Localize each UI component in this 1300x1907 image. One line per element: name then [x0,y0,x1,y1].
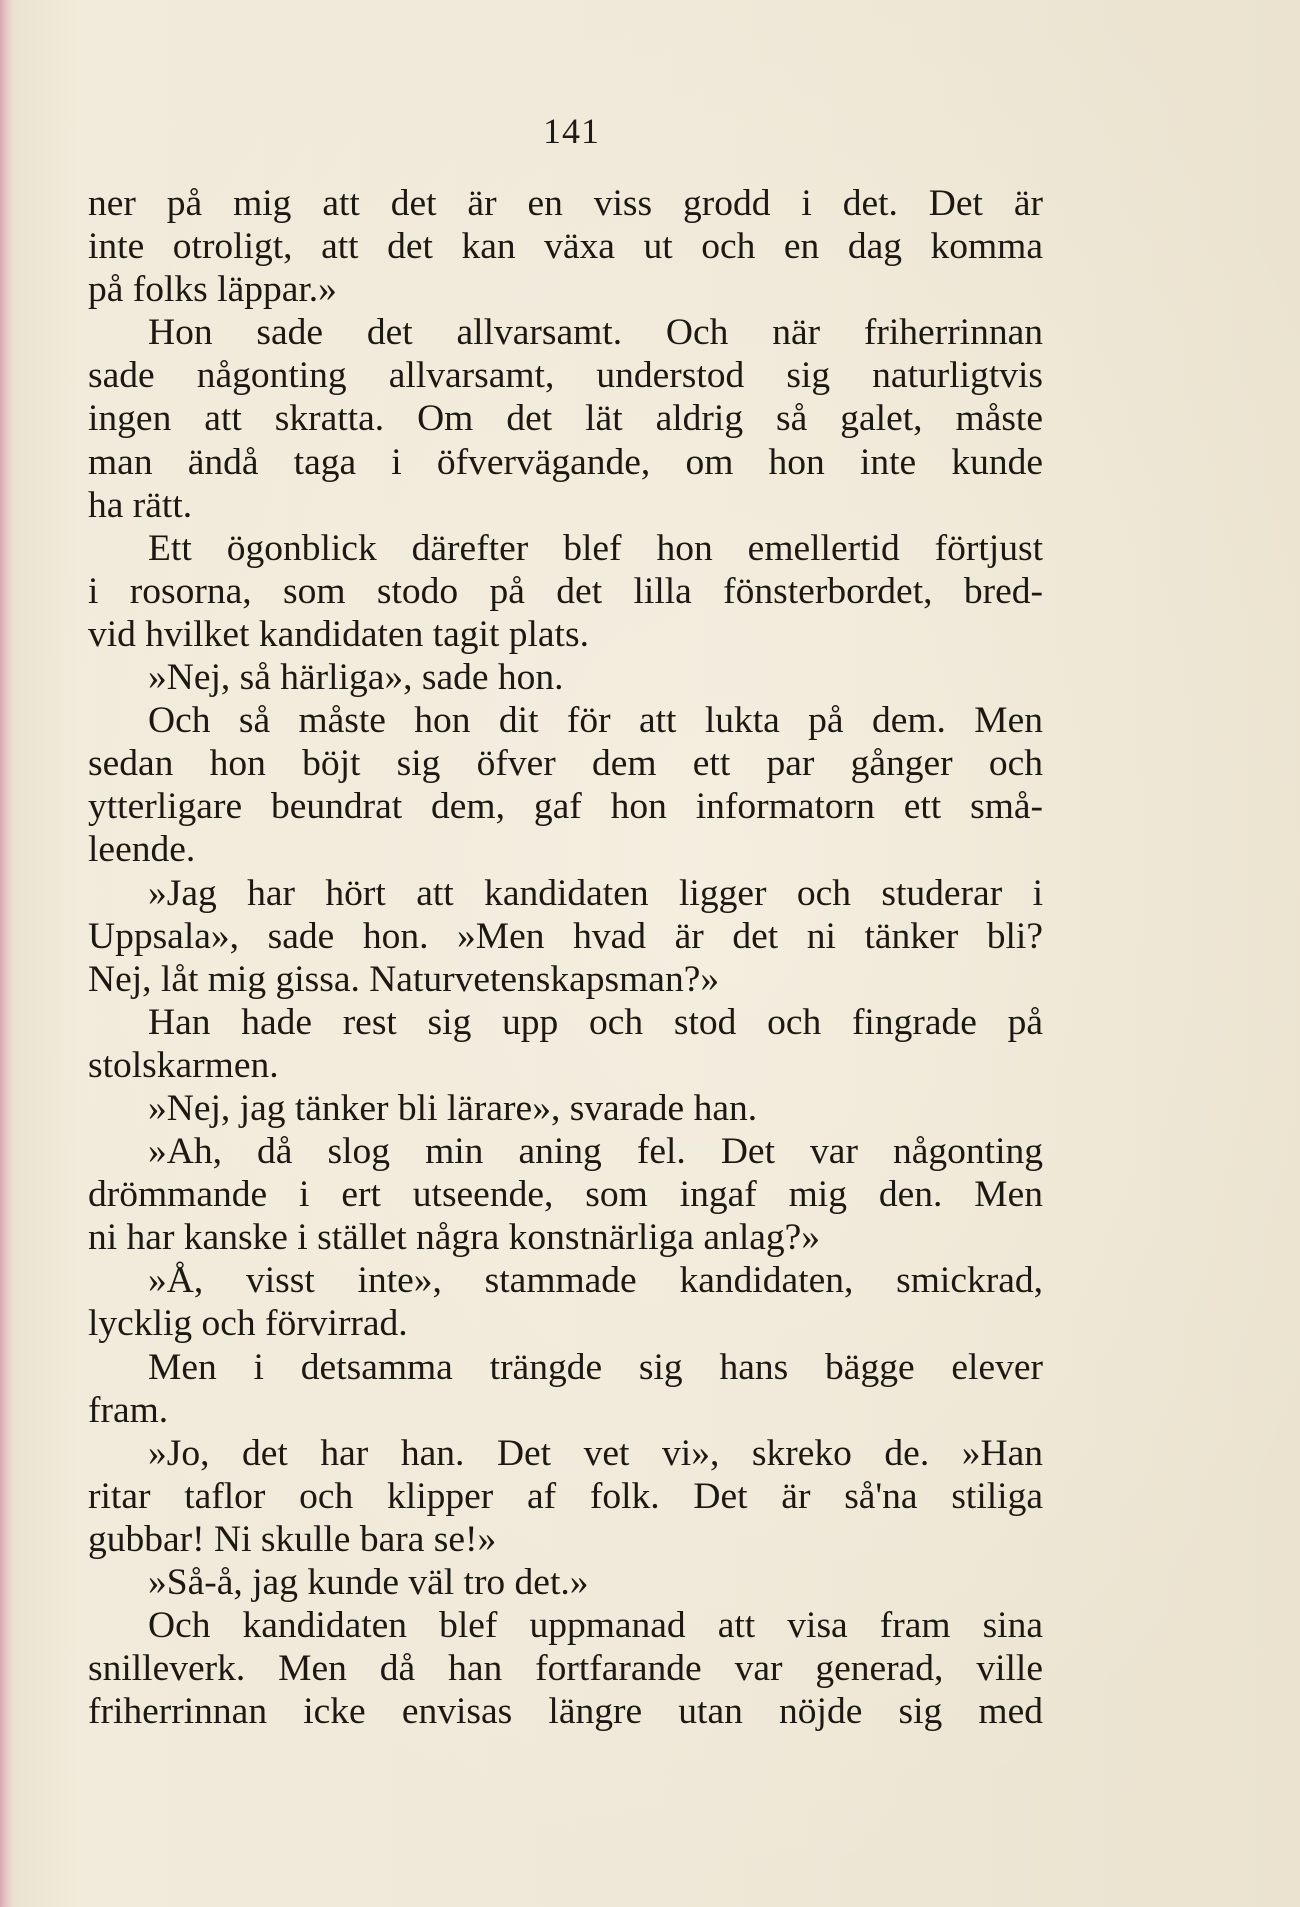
text-line: på folks läppar.» [88,269,337,311]
text-line: vid hvilket kandidaten tagit plats. [88,613,589,655]
text-line: sedan hon böjt sig öfver dem ett par gånger och [88,743,1043,785]
text-line: »Så-å, jag kunde väl tro det.» [148,1562,589,1603]
text-line: drömmande i ert utseende, som ingaf mig den. Men [88,1174,1043,1216]
text-line: ha rätt. [88,484,193,526]
text-line: »Nej, så härliga», sade hon. [148,657,564,699]
text-line: ni har kanske i stället några konstnärliga anlag?» [88,1217,821,1259]
text-line: »Ah, då slog min aning fel. Det var någonting [148,1131,1043,1173]
text-line: »Å, visst inte», stammade kandidaten, smickrad, [148,1260,1043,1302]
text-line: Hon sade det allvarsamt. Och när friherrinnan [148,312,1043,354]
text-line: Och så måste hon dit för att lukta på dem. Men [148,700,1043,742]
text-line: i rosorna, som stodo på det lilla fönsterbordet, bred- [88,570,1043,612]
text-line: lycklig och förvirrad. [88,1303,408,1345]
text-line: Men i detsamma trängde sig hans bägge elever [148,1346,1043,1388]
text-line: sade någonting allvarsamt, understod sig naturligtvis [88,355,1043,397]
page-edge [0,0,14,1907]
text-line: leende. [88,829,196,871]
text-line: man ändå taga i öfvervägande, om hon inte kunde [88,441,1043,483]
text-line: »Jo, det har han. Det vet vi», skreko de. »Han [148,1432,1043,1474]
text-line: ytterligare beundrat dem, gaf hon informatorn ett små- [88,786,1043,828]
text-line: ner på mig att det är en viss grodd i det. Det är [88,183,1043,224]
text-line: Nej, låt mig gissa. Naturvetenskapsman?» [88,958,720,1000]
text-line: gubbar! Ni skulle bara se!» [88,1518,497,1560]
text-line: »Jag har hört att kandidaten ligger och studerar i [148,872,1043,914]
text-line: friherrinnan icke envisas längre utan nöjde sig med [88,1691,1043,1733]
text-line: Han hade rest sig upp och stod och fingrade på [148,1001,1043,1043]
text-line: inte otroligt, att det kan växa ut och en dag komma [88,226,1043,268]
page-number: 141 [543,111,600,151]
text-line: snilleverk. Men då han fortfarande var generad, ville [88,1648,1043,1690]
text-line: ritar taflor och klipper af folk. Det är så'na stiliga [88,1475,1043,1517]
body-text [88,182,1043,1733]
text-line: ingen att skratta. Om det lät aldrig så galet, måste [88,398,1043,440]
text-line: Ett ögonblick därefter blef hon emellertid förtjust [148,527,1043,569]
text-line: stolskarmen. [88,1044,279,1086]
text-line: Och kandidaten blef uppmanad att visa fram sina [148,1605,1043,1647]
text-line: fram. [88,1389,169,1431]
text-line: »Nej, jag tänker bli lärare», svarade han. [148,1087,758,1129]
text-line: Uppsala», sade hon. »Men hvad är det ni tänker bli? [88,915,1043,957]
